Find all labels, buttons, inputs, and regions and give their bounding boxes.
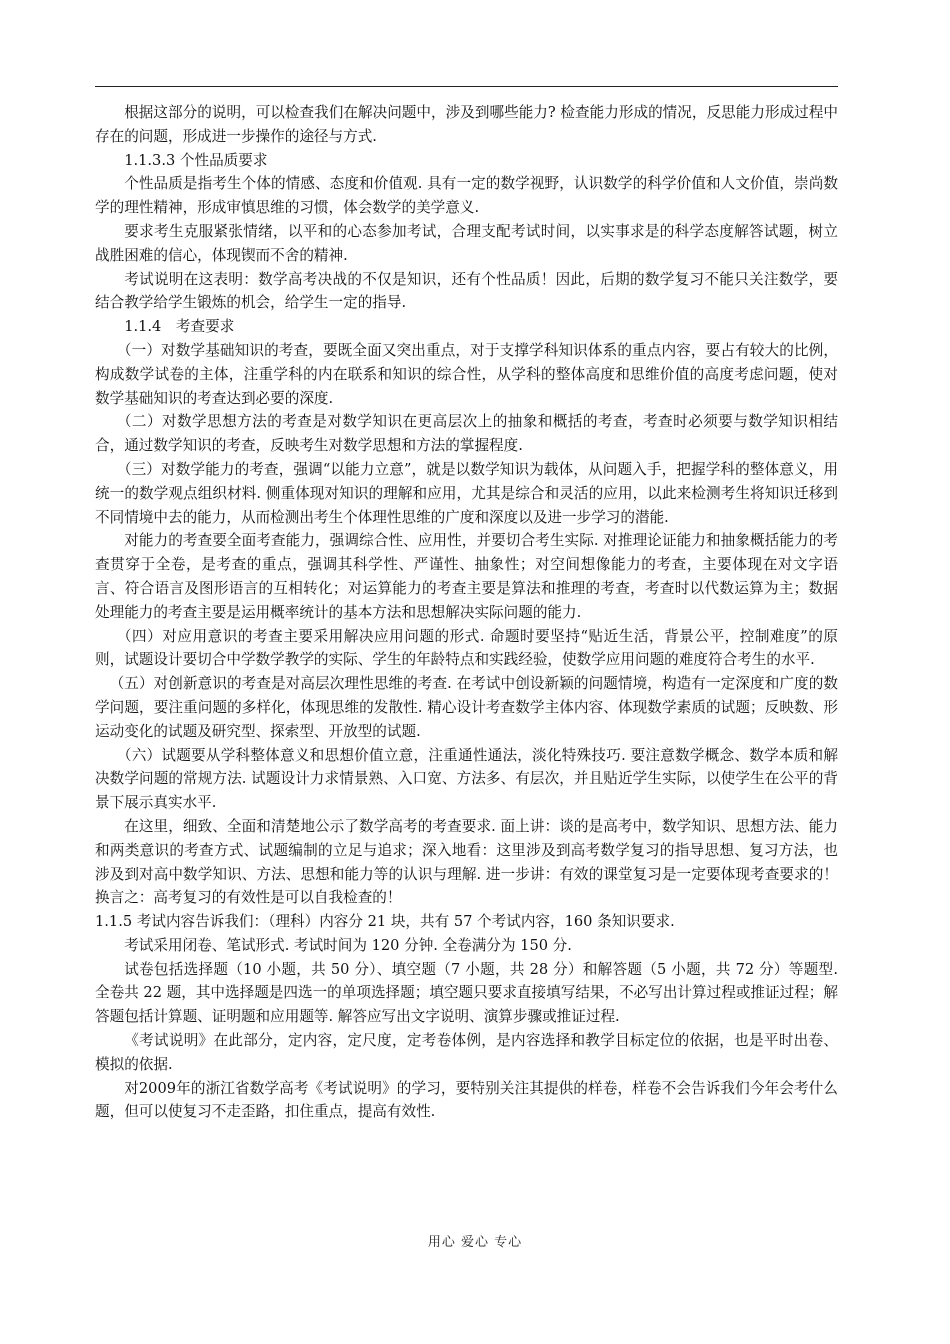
paragraph: 对能力的考查要全面考查能力，强调综合性、应用性，并要切合考生实际. 对推理论证能力和抽象概括能力的考查贯穿于全卷，是考查的重点，强调其科学性、严谨性、抽象性；对空间想像能力的考查，主要体现在对文字语言、符合语言及图形语言的互相转化；对运算能力的考查主要是算法和推理的考查，考查时以代数运算为主；数据处理能力的考查主要是运用概率统计的基本方法和思想解决实际问题的能力.: [95, 532, 838, 621]
paragraph: 对2009年的浙江省数学高考《考试说明》的学习，要特别关注其提供的样卷，样卷不会告诉我们今年会考什么题，但可以使复习不走歪路，扣住重点，提高有效性.: [95, 1079, 838, 1121]
paragraph: 《考试说明》在此部分，定内容，定尺度，定考卷体例，是内容选择和教学目标定位的依据，也是平时出卷、模拟的依据.: [95, 1032, 838, 1073]
paragraph: （六）试题要从学科整体意义和思想价值立意，注重通性通法，淡化特殊技巧. 要注意数学概念、数学本质和解决数学问题的常规方法. 试题设计力求情景熟、入口宽、方法多、有层次，并且贴近学生实际，以使学生在公平的背景下展示真实水平.: [95, 746, 838, 812]
paragraph: 考试采用闭卷、笔试形式. 考试时间为 120 分钟. 全卷满分为 150 分.: [124, 936, 572, 954]
paragraph: 要求考生克服紧张情绪，以平和的心态参加考试，合理支配考试时间，以实事求是的科学态度解答试题，树立战胜困难的信心，体现锲而不舍的精神.: [95, 222, 838, 264]
section-heading: 1.1.4 考查要求: [124, 318, 235, 336]
paragraph: （一）对数学基础知识的考查，要既全面又突出重点，对于支撑学科知识体系的重点内容，要占有较大的比例，构成数学试卷的主体，注重学科的内在联系和知识的综合性，从学科的整体高度和思维价值的高度考虑问题，使对数学基础知识的考查达到必要的深度.: [95, 341, 838, 407]
paragraph: （四）对应用意识的考查主要采用解决应用问题的形式. 命题时要坚持“贴近生活，背景公平，控制难度”的原则，试题设计要切合中学数学教学的实际、学生的年龄特点和实践经验，使数学应用问题的难度符合考生的水平.: [95, 627, 838, 669]
document-body: [95, 101, 838, 1124]
section-heading: 1.1.5 考试内容告诉我们：（理科）内容分 21 块，共有 57 个考试内容，160 条知识要求.: [95, 913, 675, 931]
paragraph: 考试说明在这表明：数学高考决战的不仅是知识，还有个性品质！因此，后期的数学复习不能只关注数学，要结合教学给学生锻炼的机会，给学生一定的指导.: [95, 270, 838, 312]
paragraph: （二）对数学思想方法的考查是对数学知识在更高层次上的抽象和概括的考查，考查时必须要与数学知识相结合，通过数学知识的考查，反映考生对数学思想和方法的掌握程度.: [95, 413, 838, 455]
paragraph: 在这里，细致、全面和清楚地公示了数学高考的考查要求. 面上讲：谈的是高考中，数学知识、思想方法、能力和两类意识的考查方式、试题编制的立足与追求；深入地看：这里涉及到高考数学复习的指导思想、复习方法，也涉及到对高中数学知识、方法、思想和能力等的认识与理解. 进一步讲：有效的课堂复习是一定要体现考查要求的！换言之：高考复习的有效性是可以自我检查的！: [95, 817, 838, 907]
paragraph: 根据这部分的说明，可以检查我们在解决问题中，涉及到哪些能力? 检查能力形成的情况，反思能力形成过程中存在的问题，形成进一步操作的途径与方式.: [95, 104, 838, 145]
page-footer: 用心 爱心 专心: [427, 1235, 523, 1250]
section-heading: 1.1.3.3 个性品质要求: [124, 151, 268, 169]
paragraph: （五）对创新意识的考查是对高层次理性思维的考查. 在考试中创设新颖的问题情境，构造有一定深度和广度的数学问题，要注重问题的多样化，体现思维的发散性. 精心设计考查数学主体内容、体现数学素质的试题；反映数、形运动变化的试题及研究型、探索型、开放型的试题.: [95, 675, 838, 740]
header-rule: [95, 86, 838, 87]
paragraph: 个性品质是指考生个体的情感、态度和价值观. 具有一定的数学视野，认识数学的科学价值和人文价值，崇尚数学的理性精神，形成审慎思维的习惯，体会数学的美学意义.: [95, 175, 838, 217]
paragraph: 试卷包括选择题（10 小题，共 50 分）、填空题（7 小题，共 28 分）和解答题（5 小题，共 72 分）等题型. 全卷共 22 题，其中选择题是四选一的单项选择题；填空题只要求直接填写结果，不必写出计算过程或推证过程；解答题包括计算题、证明题和应用题等. 解答应写出文字说明、演算步骤或推证过程.: [95, 960, 838, 1026]
paragraph: （三）对数学能力的考查，强调“以能力立意”，就是以数学知识为载体，从问题入手，把握学科的整体意义，用统一的数学观点组织材料. 侧重体现对知识的理解和应用，尤其是综合和灵活的应用，以此来检测考生将知识迁移到不同情境中去的能力，从而检测出考生个体理性思维的广度和深度以及进一步学习的潜能.: [95, 460, 838, 526]
